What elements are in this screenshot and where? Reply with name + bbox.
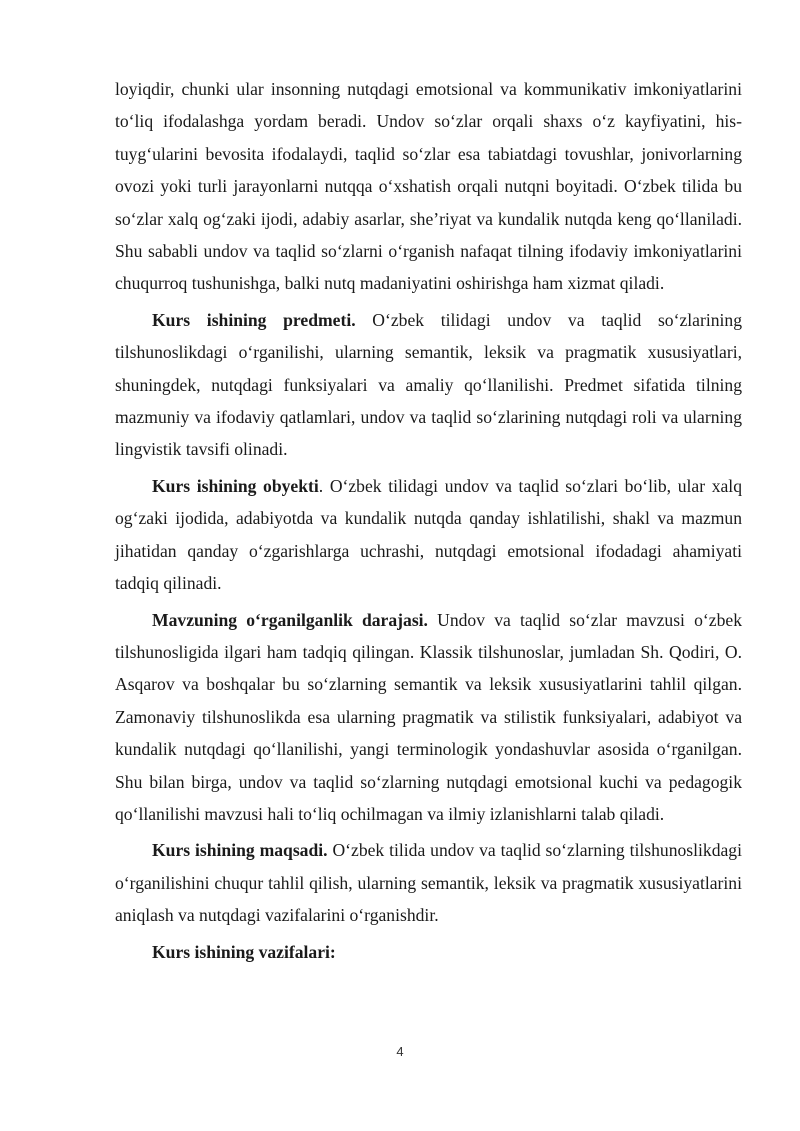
- paragraph-text: loyiqdir, chunki ular insonning nutqdagi emotsional va kommunikativ imkoniyatlarini to‘liq ifodalashga yordam beradi. Undov so‘zlar orqali shaxs o‘z kayfiyatini, his-tuyg‘ularini bevosita ifodalaydi, taqlid so‘zlar esa tabiatdagi tovushlar, jonivorlarning ovozi yoki turli jarayonlarni nutqqa o‘xshatish orqali nutqni boyitadi. O‘zbek tilida bu so‘zlar xalq og‘zaki ijodi, adabiy asarlar, she’riyat va kundalik nutqda keng qo‘llaniladi. Shu sababli undov va taqlid so‘zlarni o‘rganish nafaqat tilning ifodaviy imkoniyatlarini chuqurroq tushunishga, balki nutq madaniyatini oshirishga ham xizmat qiladi.: [115, 79, 742, 294]
- paragraph-goal: [115, 834, 742, 931]
- paragraph-intro: [115, 73, 742, 300]
- paragraph-text: . O‘zbek tilidagi undov va taqlid so‘zlari bo‘lib, ular xalq og‘zaki ijodida, adabiyotda va kundalik nutqda qanday ishlatilishi, shakl va mazmun jihatidan qanday o‘zgarishlarga uchrashi, nutqdagi emotsional ifodadagi ahamiyati tadqiq qilinadi.: [115, 475, 742, 594]
- paragraph-text: O‘zbek tilida undov va taqlid so‘zlarning tilshunoslikdagi o‘rganilishini chuqur tahlil qilish, ularning semantik, leksik va pragmatik xususiyatlarini aniqlash va nutqdagi vazifalarini o‘rganishdir.: [115, 840, 742, 926]
- paragraph-heading: Kurs ishining vazifalari:: [152, 941, 336, 962]
- paragraph-subject: [115, 304, 742, 466]
- paragraph-text: Undov va taqlid so‘zlar mavzusi o‘zbek tilshunosligida ilgari ham tadqiq qilingan. Klassik tilshunoslar, jumladan Sh. Qodiri, O. Asqarov va boshqalar bu so‘zlarning semantik va leksik xususiyatlarini tahlil qilgan. Zamonaviy tilshunoslikda esa ularning pragmatik va stilistik funksiyalari, adabiyot va kundalik nutqdagi qo‘llanilishi, yangi terminologik yondashuvlar asosida o‘rganilgan. Shu bilan birga, undov va taqlid so‘zlarning nutqdagi emotsional kuchi va pedagogik qo‘llanilishi mavzusi hali to‘liq ochilmagan va ilmiy izlanishlarni talab qiladi.: [115, 609, 742, 824]
- paragraph-text: O‘zbek tilidagi undov va taqlid so‘zlarining tilshunoslikdagi o‘rganilishi, ularning semantik, leksik va pragmatik xususiyatlari, shuningdek, nutqdagi funksiyalari va amaliy qo‘llanilishi. Predmet sifatida tilning mazmuniy va ifodaviy qatlamlari, undov va taqlid so‘zlarining nutqdagi roli va ularning lingvistik tavsifi olinadi.: [115, 309, 742, 460]
- paragraph-heading: Kurs ishining maqsadi.: [152, 840, 328, 861]
- document-page: [115, 73, 742, 968]
- paragraph-study-level: [115, 604, 742, 831]
- paragraph-object: [115, 470, 742, 600]
- paragraph-heading: Mavzuning o‘rganilganlik darajasi.: [152, 609, 428, 630]
- paragraph-tasks: [115, 936, 742, 968]
- paragraph-heading: Kurs ishining obyekti: [152, 475, 319, 496]
- paragraph-heading: Kurs ishining predmeti.: [152, 309, 356, 330]
- page-number: 4: [396, 1044, 404, 1059]
